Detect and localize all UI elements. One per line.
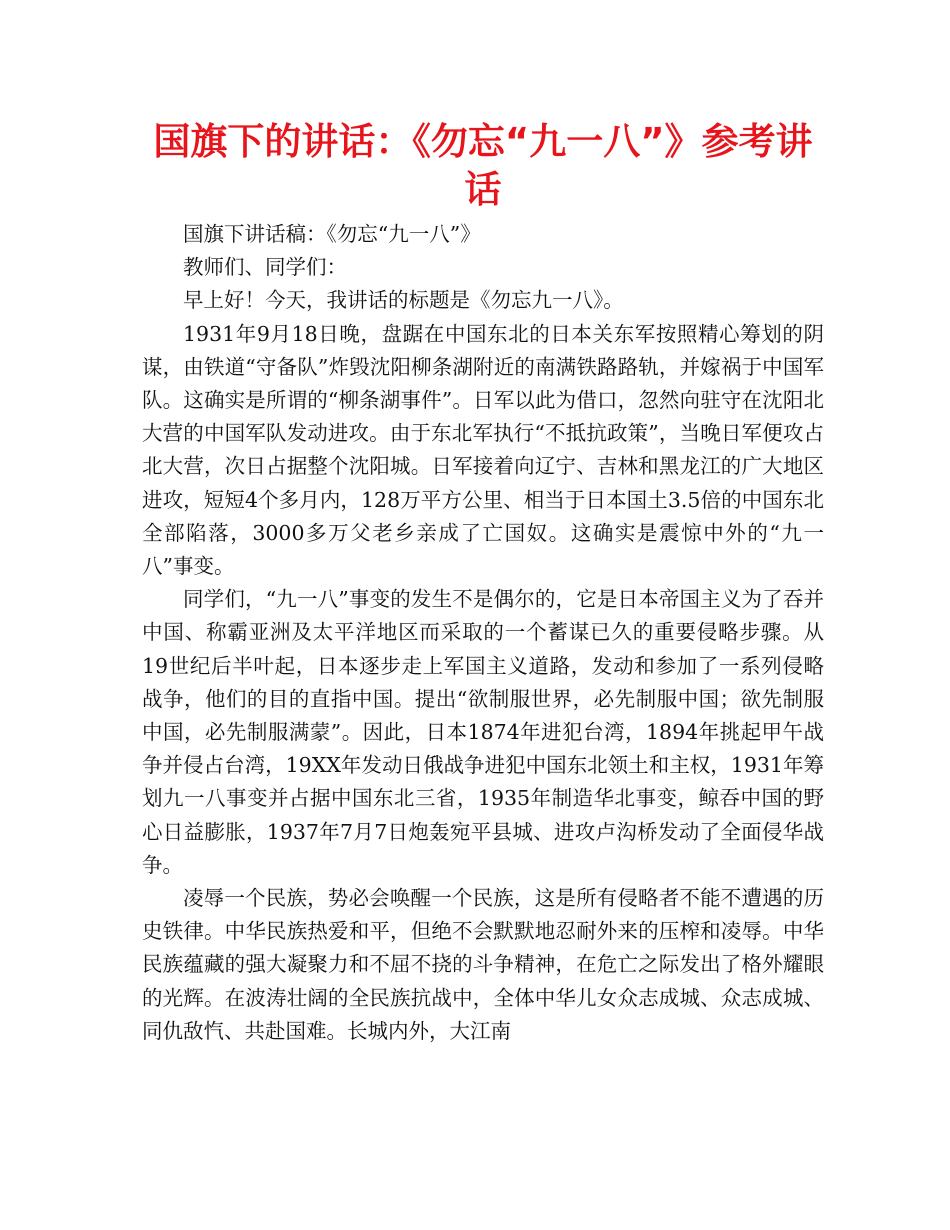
paragraph-salutation: 教师们、同学们：: [183, 255, 347, 280]
paragraph-analysis: 同学们，“九一八”事变的发生不是偶尔的，它是日本帝国主义为了吞并中国、称霸亚洲及太平洋地区而采取的一个蓄谋已久的重要侵略步骤。从19世纪后半叶起，日本逐步走上军国主义道路，发动和参加了一系列侵略战争，他们的目的直指中国。提出“欲制服世界，必先制服中国；欲先制服中国，必先制服满蒙”。因此，日本1874年进犯台湾，1894年挑起甲午战争并侵占台湾，19XX年发动日俄战争进犯中国东北领土和主权，1931年筹划九一八事变并占据中国东北三省，1935年制造华北事变，鲸吞中国的野心日益膨胀，1937年7月7日炮轰宛平县城、进攻卢沟桥发动了全面侵华战争。: [142, 587, 824, 877]
document-body: [142, 218, 824, 1048]
paragraph-resistance: 凌辱一个民族，势必会唤醒一个民族，这是所有侵略者不能不遭遇的历史铁律。中华民族热爱和平，但绝不会默默地忍耐外来的压榨和凌辱。中华民族蕴藏的强大凝聚力和不屈不挠的斗争精神，在危亡之际发出了格外耀眼的光辉。在波涛壮阔的全民族抗战中，全体中华儿女众志成城、众志成城、同仇敌忾、共赴国难。长城内外，大江南: [142, 886, 824, 1043]
paragraph-greeting: 早上好！今天，我讲话的标题是《勿忘九一八》。: [183, 288, 624, 313]
document-title: 国旗下的讲话：《勿忘“九一八”》参考讲话: [153, 120, 813, 211]
document-page: [142, 118, 824, 1048]
paragraph-history: 1931年9月18日晚，盘踞在中国东北的日本关东军按照精心筹划的阴谋，由铁道“守备队”炸毁沈阳柳条湖附近的南满铁路路轨，并嫁祸于中国军队。这确实是所谓的“柳条湖事件”。日军以此为借口，忽然向驻守在沈阳北大营的中国军队发动进攻。由于东北军执行“不抵抗政策”，当晚日军便攻占北大营，次日占据整个沈阳城。日军接着向辽宁、吉林和黑龙江的广大地区进攻，短短4个多月内，128万平方公里、相当于日本国土3.5倍的中国东北全部陷落，3000多万父老乡亲成了亡国奴。这确实是震惊中外的“九一八”事变。: [142, 321, 824, 579]
paragraph-subtitle: 国旗下讲话稿：《勿忘“九一八”》: [183, 222, 481, 246]
